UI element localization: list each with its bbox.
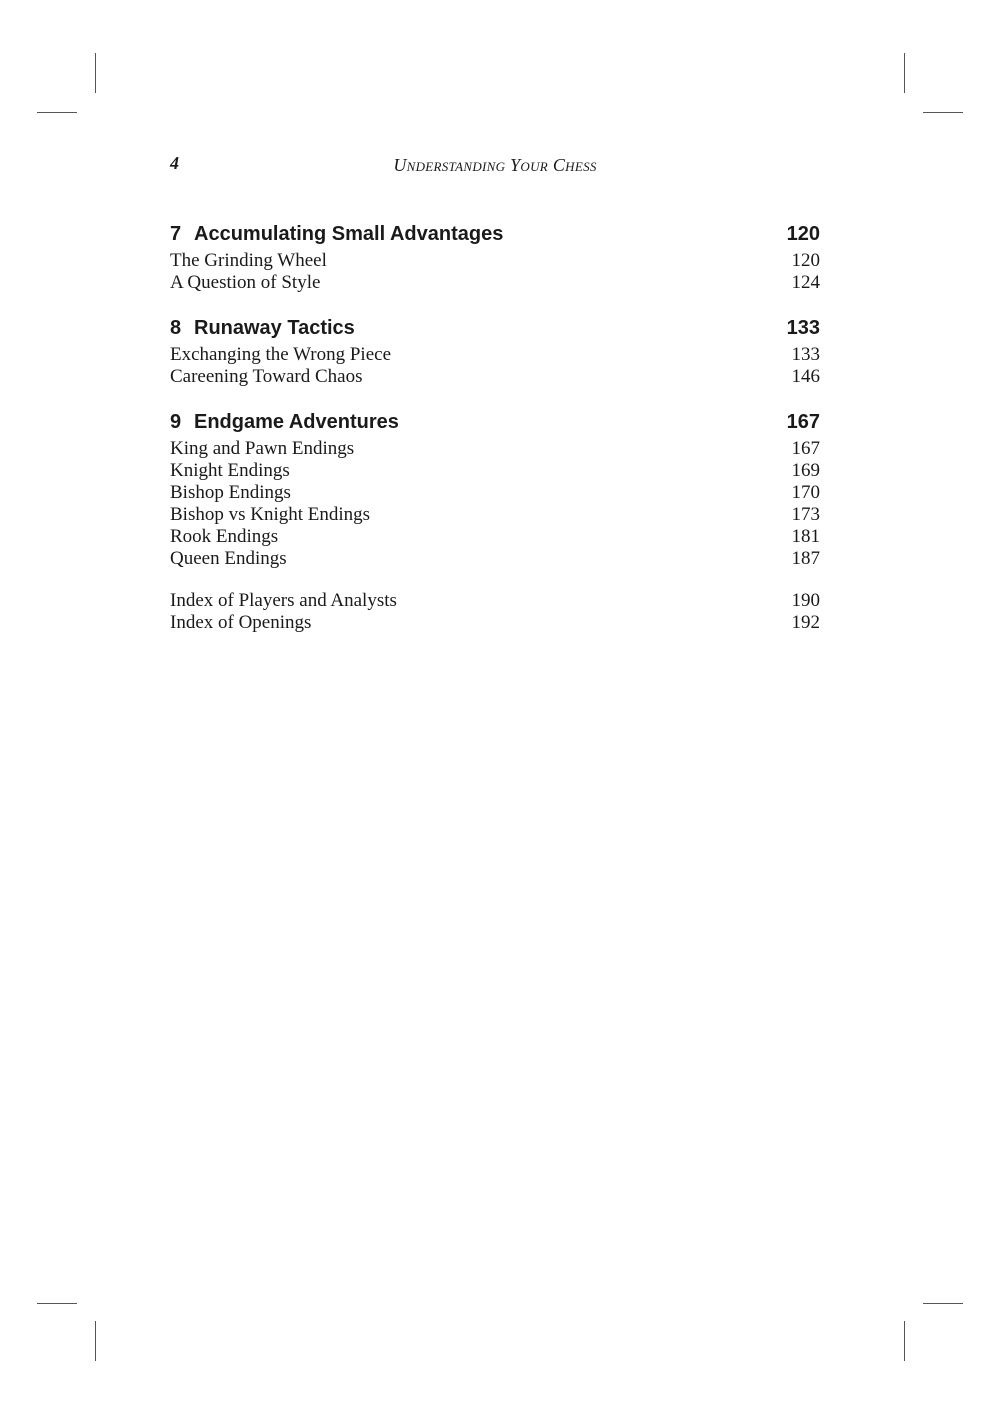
crop-mark-top-right-vertical [904, 53, 905, 93]
crop-mark-bottom-left-horizontal [37, 1303, 77, 1304]
chapter-number: 8 [170, 317, 182, 339]
table-of-contents [170, 220, 820, 634]
entry-page: 124 [791, 272, 820, 293]
entry-title: Careening Toward Chaos [170, 366, 363, 387]
entry-title: The Grinding Wheel [170, 250, 327, 271]
chapter-number: 7 [170, 223, 182, 245]
toc-entry[interactable] [170, 526, 820, 548]
chapter-7 [170, 220, 820, 294]
entry-title: Rook Endings [170, 526, 279, 547]
entry-title: Queen Endings [170, 548, 287, 569]
entry-page: 146 [791, 366, 820, 387]
entry-page: 133 [791, 344, 820, 365]
entry-title: Knight Endings [170, 460, 290, 481]
chapter-9 [170, 408, 820, 570]
chapter-page: 133 [786, 317, 820, 339]
entry-title: King and Pawn Endings [170, 438, 355, 459]
toc-entry[interactable] [170, 344, 820, 366]
crop-mark-top-right-horizontal [923, 112, 963, 113]
entry-page: 173 [791, 504, 820, 525]
toc-entry[interactable] [170, 548, 820, 570]
toc-entry[interactable] [170, 482, 820, 504]
chapter-title: Accumulating Small Advantages [194, 223, 504, 245]
running-head [170, 153, 820, 177]
crop-mark-bottom-right-horizontal [923, 1303, 963, 1304]
page-number: 4 [170, 153, 179, 173]
entry-page: 170 [791, 482, 820, 503]
entry-title: Exchanging the Wrong Piece [170, 344, 392, 365]
entry-page: 167 [791, 438, 820, 459]
entry-page: 181 [791, 526, 820, 547]
crop-mark-bottom-right-vertical [904, 1321, 905, 1361]
entry-title: Bishop vs Knight Endings [170, 504, 371, 525]
toc-entry[interactable] [170, 272, 820, 294]
chapter-heading[interactable] [170, 220, 820, 248]
crop-mark-bottom-left-vertical [95, 1321, 96, 1361]
toc-entry[interactable] [170, 366, 820, 388]
entry-title: Index of Openings [170, 612, 312, 633]
toc-entry[interactable] [170, 250, 820, 272]
chapter-8 [170, 314, 820, 388]
toc-entry[interactable] [170, 590, 820, 612]
toc-entry[interactable] [170, 438, 820, 460]
entry-page: 192 [791, 612, 820, 633]
toc-entry[interactable] [170, 504, 820, 526]
toc-entry[interactable] [170, 612, 820, 634]
entry-page: 187 [791, 548, 820, 569]
entry-page: 120 [791, 250, 820, 271]
book-title: Understanding Your Chess [393, 155, 597, 175]
entry-title: Bishop Endings [170, 482, 291, 503]
crop-mark-top-left-vertical [95, 53, 96, 93]
entry-page: 190 [791, 590, 820, 611]
chapter-title: Runaway Tactics [194, 317, 355, 339]
entry-title: A Question of Style [170, 272, 321, 293]
chapter-number: 9 [170, 411, 182, 433]
index-section [170, 590, 820, 634]
chapter-heading[interactable] [170, 314, 820, 342]
toc-entry[interactable] [170, 460, 820, 482]
chapter-heading[interactable] [170, 408, 820, 436]
chapter-page: 120 [786, 223, 820, 245]
crop-mark-top-left-horizontal [37, 112, 77, 113]
entry-title: Index of Players and Analysts [170, 590, 397, 611]
entry-page: 169 [791, 460, 820, 481]
chapter-title: Endgame Adventures [194, 411, 399, 433]
chapter-page: 167 [786, 411, 820, 433]
